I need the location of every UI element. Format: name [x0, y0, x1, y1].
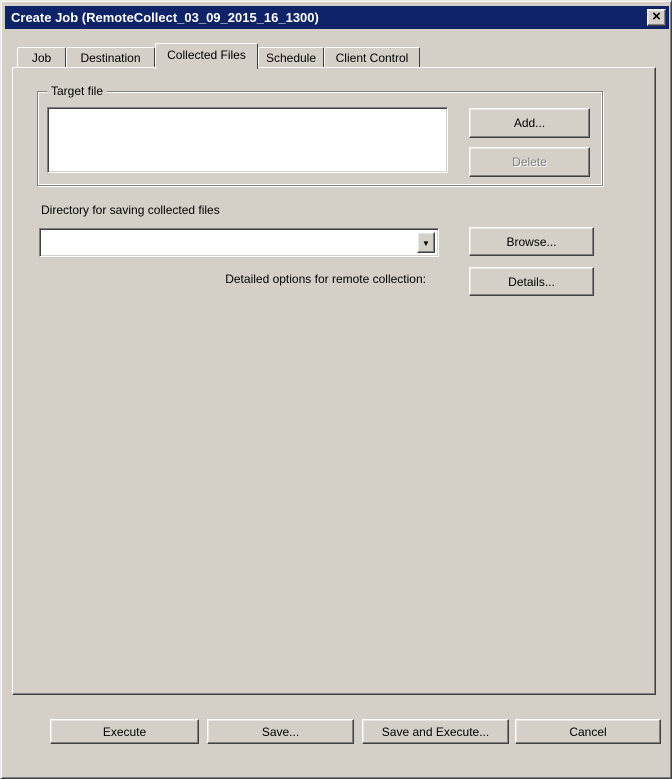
- tab-collected-files[interactable]: [155, 43, 258, 69]
- save-and-execute-button-label: Save and Execute...: [381, 724, 490, 739]
- add-button[interactable]: [469, 108, 590, 138]
- tab-job-label: Job: [31, 50, 52, 65]
- tab-destination-label: Destination: [80, 50, 141, 65]
- cancel-button-label: Cancel: [569, 724, 607, 739]
- delete-button-label: Delete: [512, 155, 547, 169]
- browse-button[interactable]: [469, 227, 594, 256]
- details-button[interactable]: [469, 267, 594, 296]
- browse-button-label: Browse...: [506, 234, 557, 249]
- execute-button-label: Execute: [102, 724, 147, 739]
- detailed-options-label: Detailed options for remote collection:: [225, 272, 426, 286]
- tab-schedule[interactable]: [258, 47, 324, 67]
- details-button-label: Details...: [508, 274, 555, 289]
- execute-button[interactable]: [50, 719, 199, 744]
- save-button[interactable]: [207, 719, 354, 744]
- chevron-down-icon: ▼: [422, 238, 430, 248]
- tab-client-control-label: Client Control: [335, 50, 409, 65]
- target-file-group-title: Target file: [47, 84, 107, 98]
- tab-job[interactable]: [17, 47, 66, 67]
- tab-collected-files-label: Collected Files: [167, 47, 246, 62]
- delete-button: [469, 147, 590, 177]
- cancel-button[interactable]: [515, 719, 661, 744]
- tab-strip: [17, 43, 420, 67]
- tab-destination[interactable]: [66, 47, 155, 67]
- close-button[interactable]: [647, 9, 666, 26]
- save-button-label: Save...: [261, 724, 300, 739]
- directory-combobox-value: [43, 232, 415, 253]
- window-title: Create Job (RemoteCollect_03_09_2015_16_1300): [11, 10, 319, 25]
- combobox-dropdown-button[interactable]: [417, 232, 435, 253]
- directory-combobox[interactable]: [39, 228, 439, 257]
- save-and-execute-button[interactable]: [362, 719, 509, 744]
- tab-client-control[interactable]: [324, 47, 420, 67]
- titlebar: [5, 6, 669, 29]
- add-button-label: Add...: [513, 116, 546, 130]
- directory-label: Directory for saving collected files: [41, 203, 220, 217]
- target-file-listbox[interactable]: [47, 107, 448, 173]
- close-icon: ×: [652, 8, 661, 25]
- tab-schedule-label: Schedule: [265, 50, 317, 65]
